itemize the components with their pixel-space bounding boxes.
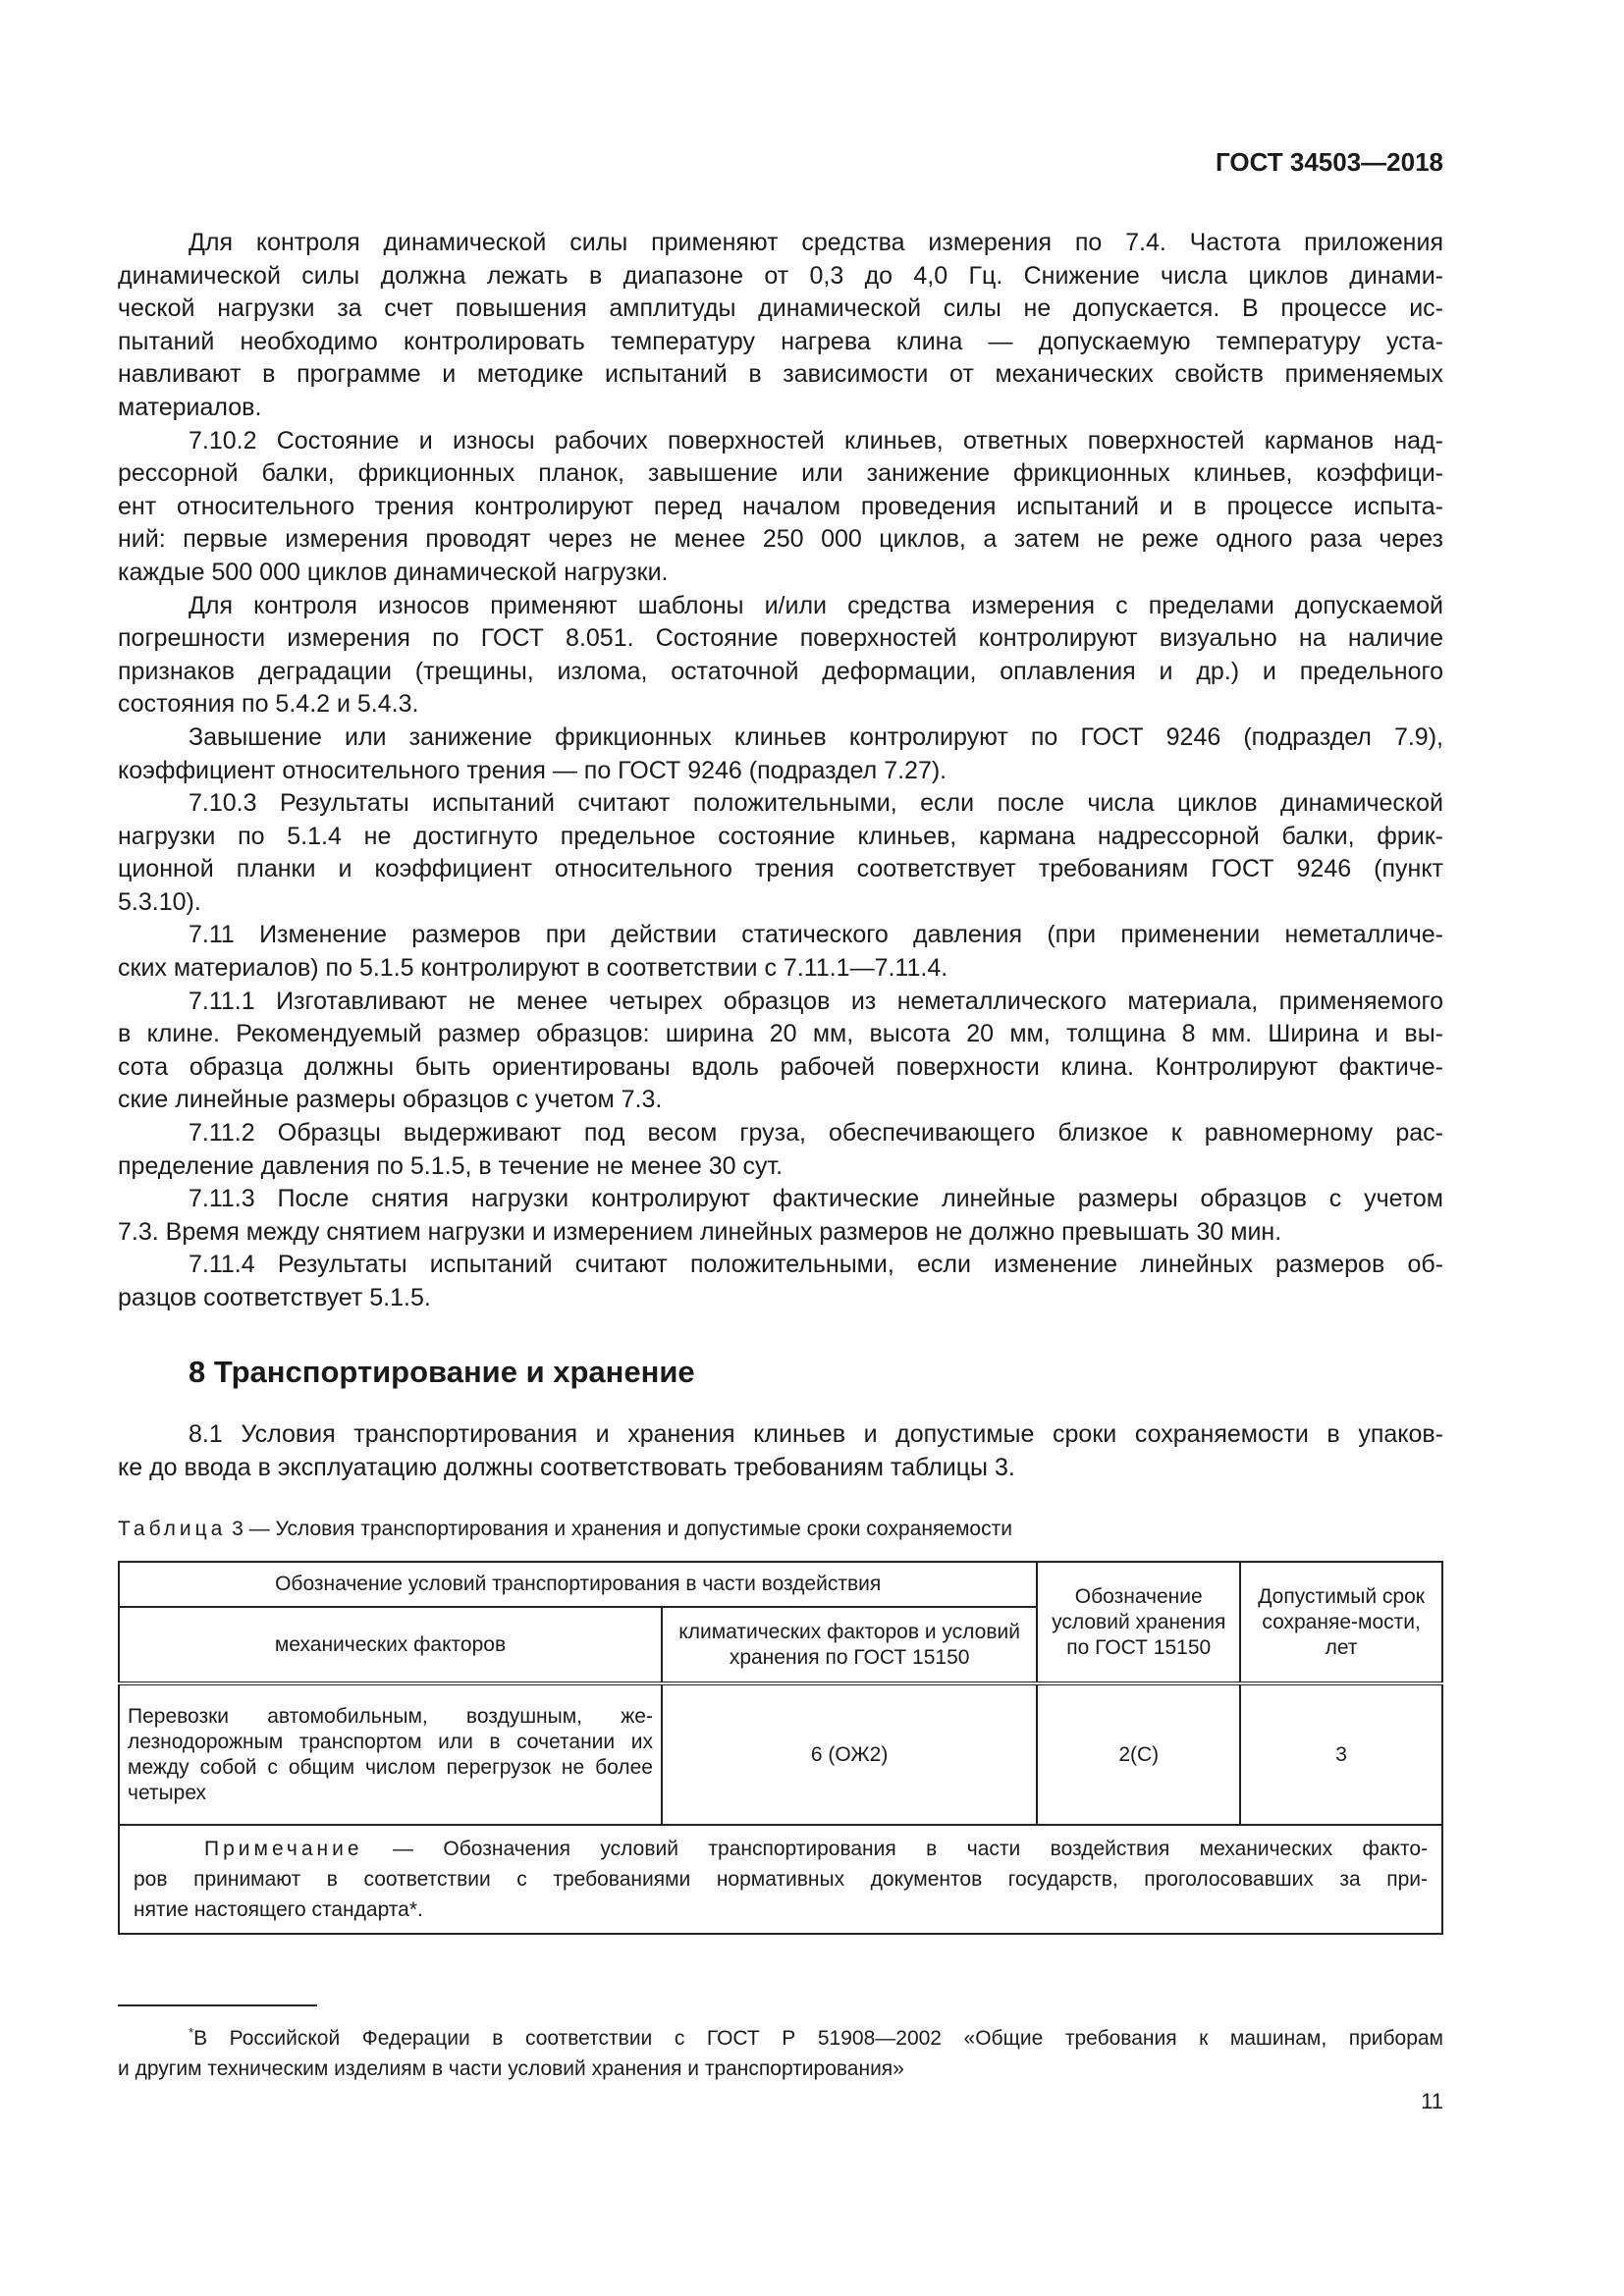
document-code: ГОСТ 34503—2018 <box>1216 147 1443 177</box>
note-line: Примечание — Обозначения условий транспортирования в части воздействия механических факто- <box>204 1838 1428 1860</box>
text-line: признаков деградации (трещины, излома, остаточной деформации, оплавления и др.) и предельного <box>118 657 1443 685</box>
text-line: навливают в программе и методике испытаний в зависимости от механических свойств применяемых <box>118 360 1443 389</box>
text-line: ческой нагрузки за счет повышения амплитуды динамической силы не допускается. В процессе ис- <box>118 294 1443 323</box>
header-group-cell: Обозначение условий транспортирования в части воздействия <box>119 1562 1037 1607</box>
text-line: сота образца должны быть ориентированы вдоль рабочей поверхности клина. Контролируют фактиче- <box>118 1052 1443 1081</box>
text-line: Для контроля динамической силы применяют средства измерения по 7.4. Частота приложения <box>189 229 1443 256</box>
footnote <box>118 2017 1443 2084</box>
text-line: динамической силы должна лежать в диапазоне от 0,3 до 4,0 Гц. Снижение числа циклов динами- <box>118 261 1443 290</box>
text-line: ке до ввода в эксплуатацию должны соответствовать требованиям таблицы 3. <box>118 1453 1015 1481</box>
paragraph <box>118 986 1443 1117</box>
text-line: ских материалов) по 5.1.5 контролируют в соответствии с 7.11.1—7.11.4. <box>118 954 948 983</box>
text-line: 7.11.4 Результаты испытаний считают положительными, если изменение линейных размеров об- <box>189 1251 1443 1279</box>
text-line: 7.11 Изменение размеров при действии статического давления (при применении неметалличе- <box>189 921 1443 949</box>
paragraph <box>118 227 1443 425</box>
text-line: нагрузки по 5.1.4 не достигнуто предельное состояние клиньев, кармана надрессорной балки, фрик- <box>118 822 1443 850</box>
table-caption-label: Таблица <box>118 1518 227 1540</box>
text-line: погрешности измерения по ГОСТ 8.051. Состояние поверхностей контролируют визуально на наличие <box>118 624 1443 653</box>
paragraph <box>118 1418 1443 1484</box>
paragraph <box>118 425 1443 590</box>
footnote-mark: * <box>189 2025 194 2040</box>
table-note <box>119 1825 1442 1934</box>
text-line: материалов. <box>118 393 262 421</box>
footnote-line: и другим техническим изделиям в части условий хранения и транспортирования» <box>118 2057 904 2080</box>
note-line: ров принимают в соответствии с требованиями нормативных документов государств, проголосовавших за при- <box>134 1868 1428 1891</box>
note-label: Примечание <box>204 1838 363 1860</box>
section-heading: 8 Транспортирование и хранение <box>189 1355 695 1389</box>
text-line: каждые 500 000 циклов динамической нагрузки. <box>118 558 669 586</box>
page-number: 11 <box>1421 2089 1443 2113</box>
paragraph <box>118 1183 1443 1249</box>
text-line: коэффициент относительного трения — по ГОСТ 9246 (подраздел 7.27). <box>118 756 947 784</box>
footnote-divider <box>118 2004 317 2006</box>
text-line: 7.11.2 Образцы выдерживают под весом груза, обеспечивающего близкое к равномерному рас- <box>189 1119 1443 1148</box>
text-line: рессорной балки, фрикционных планок, завышение или занижение фрикционных клиньев, коэффици- <box>118 459 1443 488</box>
paragraph <box>118 1249 1443 1314</box>
cell-climate: 6 (ОЖ2) <box>662 1683 1037 1825</box>
text-line: 5.3.10). <box>118 887 201 916</box>
table-caption-text: 3 — Условия транспортирования и хранения и допустимые сроки сохраняемости <box>226 1518 1012 1540</box>
text-line: 7.11.3 После снятия нагрузки контролируют фактические линейные размеры образцов с учетом <box>189 1185 1443 1213</box>
text-line: разцов соответствует 5.1.5. <box>118 1284 431 1311</box>
cell-storage: 2(С) <box>1037 1683 1240 1825</box>
header-climate-cell: климатических факторов и условий хранения по ГОСТ 15150 <box>662 1607 1037 1683</box>
header-mech-cell: механических факторов <box>119 1607 662 1683</box>
text-line: пытаний необходимо контролировать температуру нагрева клина — допускаемую температуру уста- <box>118 327 1443 355</box>
cell-term: 3 <box>1240 1683 1442 1825</box>
note-line: нятие настоящего стандарта*. <box>134 1898 423 1921</box>
table-caption <box>118 1518 1012 1541</box>
text-line: 7.10.2 Состояние и износы рабочих поверхностей клиньев, ответных поверхностей карманов над- <box>189 426 1443 454</box>
text-line: в клине. Рекомендуемый размер образцов: ширина 20 мм, высота 20 мм, толщина 8 мм. Ширина и вы- <box>118 1020 1443 1048</box>
text-line: 8.1 Условия транспортирования и хранения клиньев и допустимые сроки сохраняемости в упаков- <box>189 1420 1443 1448</box>
footnote-line: В Российской Федерации в соответствии с ГОСТ Р 51908—2002 «Общие требования к машинам, приборам <box>193 2027 1443 2050</box>
header-storage-cell: Обозначение условий хранения по ГОСТ 15150 <box>1037 1562 1240 1683</box>
header-term-cell: Допустимый срок сохраняе-мости, лет <box>1240 1562 1442 1683</box>
text-line: ские линейные размеры образцов с учетом 7.3. <box>118 1086 663 1114</box>
cell-mech: Перевозки автомобильным, воздушным, железнодорожным транспортом или в сочетании их между собой с общим числом перегрузок не более четырех <box>119 1683 662 1825</box>
text-line: 7.3. Время между снятием нагрузки и измерением линейных размеров не должно превышать 30 мин. <box>118 1217 1282 1246</box>
paragraph <box>118 919 1443 985</box>
text-line: Завышение или занижение фрикционных клиньев контролируют по ГОСТ 9246 (подраздел 7.9), <box>189 722 1443 751</box>
paragraph <box>118 590 1443 721</box>
storage-table <box>118 1561 1443 1935</box>
text-line: ний: первые измерения проводят через не менее 250 000 циклов, а затем не реже одного раза через <box>118 525 1443 554</box>
paragraph <box>118 721 1443 787</box>
body-text <box>118 227 1443 1315</box>
paragraph <box>118 787 1443 919</box>
text-line: Для контроля износов применяют шаблоны и/или средства измерения с пределами допускаемой <box>189 591 1443 619</box>
text-line: 7.10.3 Результаты испытаний считают положительными, если после числа циклов динамической <box>189 789 1443 818</box>
text-line: 7.11.1 Изготавливают не менее четырех образцов из неметаллического материала, применяемого <box>189 987 1443 1015</box>
paragraph <box>118 1117 1443 1183</box>
text-line: ционной планки и коэффициент относительного трения соответствует требованиям ГОСТ 9246 (пункт <box>118 855 1443 883</box>
text-line: пределение давления по 5.1.5, в течение не менее 30 сут. <box>118 1151 784 1180</box>
text-line: состояния по 5.4.2 и 5.4.3. <box>118 690 419 719</box>
text-line: ент относительного трения контролируют перед началом проведения испытаний и в процессе испыта- <box>118 492 1443 520</box>
section-8-text <box>118 1418 1443 1484</box>
